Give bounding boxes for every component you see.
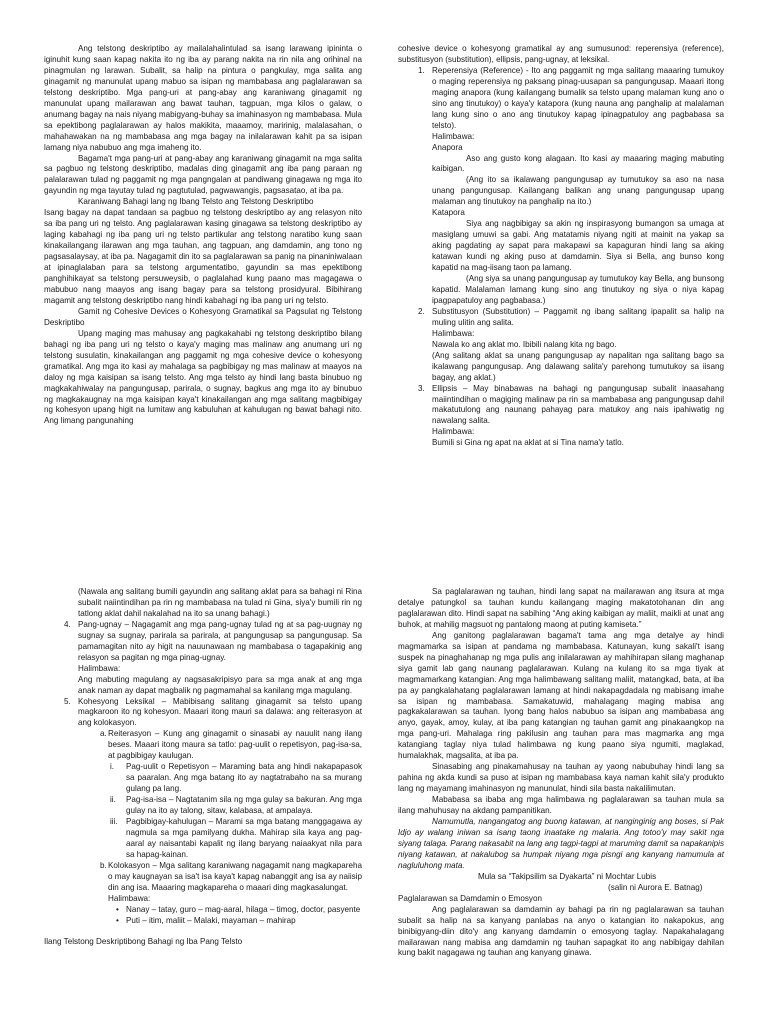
sub-item-b (44, 861, 362, 905)
paragraph: Sinasabing ang pinakamahusay na tauhan ay yaong nabubuhay hindi lang sa pahina ng akda kundi sa puso at isipan ng mambabasa kaya naman kahit sila'y produkto lang ng mayamang imahinasyon ng manunulat, hindi sila basta nakalilimutan. (398, 762, 724, 794)
roman-text: Pag-isa-isa – Nagtatanim sila ng mga gulay sa bakuran. Ang mga gulay na ito ay talong, sitaw, kalabasa, at ampalaya. (126, 795, 362, 816)
example-label: Halimbawa: (108, 893, 151, 903)
list-text: Pang-ugnay – Nagagamit ang mga pang-ugnay tulad ng at sa pag-uugnay ng sugnay sa sugnay, parirala sa parirala, at pangungusap sa pangungusap. Sa pamamagitan nito ay higit na nauunawaan ng mambabasa o tagapakinig ang relasyon sa pagitan ng mga pinag-ugnay. (78, 619, 362, 662)
section-heading: Karaniwang Bahagi lang ng Ibang Telsto ang Telstong Deskriptibo (78, 197, 314, 207)
roman-label: ii. (110, 795, 116, 805)
quote-text: Namumutla, nangangatog ang buong katawan, at nanginginig ang boses, si Pak Idjo ay walang iniwan sa isang taong inaatake ng malaria. Ang totoo'y may sakit nga siyang talaga. Parang nakasabit na lang ang tagpi-tagpi at maruming damit sa napakanipis niyang katawan, at nakalubog sa humpak niyang mga pisngi ang kanyang namumula at nagluluhong mata. (398, 817, 724, 870)
example-note: (Ang siya sa unang pangungusap ay tumutukoy kay Bella, ang bunsong kapatid. Malalaman lamang kung sino ang tinutukoy ng siya o niya kapag ipagpapatuloy ang pagbabasa.) (432, 274, 724, 305)
quote-source: Mula sa “Takipsilim sa Dyakarta” ni Mochtar Lubis (478, 871, 657, 881)
paragraph: Sa paglalarawan ng tauhan, hindi lang sapat na mailarawan ang itsura at mga detalye patungkol sa tauhan kundu kailangang maging makatotohanan din ang paglalarawan dito. Hindi sapat na sabihing “Ang aking kaibigan ay maliit, maikli at unat ang buhok, at mahilig magsuot ng pantalong maong at puting kamiseta.” (398, 587, 724, 629)
list-item-5 (44, 697, 362, 730)
example-label: Halimbawa: (432, 131, 475, 141)
paragraph: Isang bagay na dapat tandaan sa pagbuo ng telstong deskriptibo ay ang relasyon nito sa iba pang uri ng telsto. Ang paglalarawan kasing ginagawa sa telstong deskriptibo ay laging kabahagi ng iba pang uri ng telsto partikular ang telstong naratibo kung saan kinakailangang ilarawan ang mga tauhan, ang tagpuan, ang damdamin, ang tono ng pagsasalaysay, at iba pa. Nagagamit din ito sa paglalarawan sa panig na pinaniniwalaan at ipinaglalaban para sa telstong argumentatibo, gayundin sa mas epektibong panghihikayat sa telstong persuweysib, o paglalahad kung paano mas magagawa o mabubuo nang maayos ang isang bagay para sa telstong prosidyural. Bibihirang magamit ang telstong deskriptibo nang hindi kabahagi ng iba pang uri ng telsto. (44, 208, 362, 305)
bullet-text: Nanay – tatay, guro – mag-aaral, hilaga – timog, doctor, pasyente (126, 904, 361, 914)
list-item-1 (398, 66, 724, 307)
bullet-icon: • (116, 904, 119, 914)
list-number: 5. (64, 696, 71, 706)
paragraph: Ang telstong deskriptibo ay mailalahalintulad sa isang larawang ipininta o iginuhit kung saan kapag nakita ito ng iba ay parang nakita na rin nila ang orihinal na pinagmulan ng larawan. Subalit, sa halip na pintura o pangkulay, mga salita ang ginagamit ng manunulat upang mabuo sa isipan ng mambabasa ang paglalarawan sa telstong deskriptibo. Mga pang-uri at pang-abay ang karaniwang ginagamit ng manunulat upang mailarawan ang bawat tauhan, tagpuan, mga kilos o galaw, o anumang bagay na nais niyang mabigyang-buhay sa imahinasyon ng mambabasa. Mula sa epektibong paglalarawan ay halos makikita, maaamoy, maririnig, malalasahan, o mahahawakan na ng mambabasa ang mga bagay na inilalarawan kahit pa sa isipan lamang niya nabubuo ang mga imaheng ito. (44, 44, 362, 152)
sub-label: a. (100, 729, 107, 739)
list-item-2 (398, 307, 724, 384)
column-top-left (44, 44, 362, 427)
quote (398, 817, 724, 872)
example-note: (Nawala ang salitang bumili gayundin ang salitang aklat para sa bahagi ni Rina subalit naiintindihan pa rin ng mambabasa na tulad ni Gina, siya'y bumili rin ng tatlong aklat dahil nakalahad na ito sa unang bahagi.) (78, 587, 362, 618)
quote-translator: (salin ni Aurora E. Batnag) (608, 882, 703, 892)
section-heading: Ilang Telstong Deskriptibong Bahagi ng Iba Pang Telsto (44, 937, 243, 947)
list-text: Reperensiya (Reference) - Ito ang paggamit ng mga salitang maaaring tumukoy o maging reperensiya ng paksang pinag-uusapan sa pangungusap. Maaari itong maging anapora (kung kailangang bumalik sa telsto upang malaman kung ano o sino ang tinutukoy) o kaya'y katapora (kung nauna ang panghalip at malalaman lang kung sino o ano ang tinutukoy kapag ipinagpatuloy ang pagbabasa sa telsto). (432, 65, 724, 130)
example-text: Nawala ko ang aklat mo. Ibibili nalang kita ng bago. (432, 339, 617, 349)
column-bottom-right (398, 587, 724, 959)
section-heading: Gamit ng Cohesive Devices o Kohesyong Gramatikal sa Pagsulat ng Telstong Deskriptibo (44, 306, 362, 327)
sub-text: Kolokasyon – Mga salitang karaniwang nagagamit nang magkapareha o may kaugnayan sa isa't isa kaya't kapag nabanggit ang isa ay naiisip din ang isa. Maaaring magkapareha o maaari ding magkasalungat. (108, 860, 362, 892)
roman-item-i (44, 762, 362, 795)
roman-label: i. (110, 762, 115, 772)
roman-item-iii (44, 817, 362, 861)
paragraph: Ang paglalarawan sa damdamin ay bahagi pa rin ng paglalarawan sa tauhan subalit sa halip na sa kanyang panlabas na anyo o katangian ito nakapokus, ang binibigyang-diin dito'y ang kanyang damdamin o emosyong taglay. Napakahalagang mailarawan nang mabisa ang damdamin ng tauhan sapagkat ito ang nabibigay dahilan kung bakit nagagawa ng tauhan ang kanyang ginawa. (398, 904, 724, 958)
list-text: Substitusyon (Substitution) – Paggamit ng ibang salitang ipapalit sa halip na muling ulitin ang salita. (432, 306, 724, 327)
paragraph: cohesive device o kohesyong gramatikal ay ang sumusunod: reperensiya (reference), substitusyon (substitution), ellipsis, pang-ugnay, at leksikal. (398, 44, 724, 64)
roman-item-ii (44, 795, 362, 817)
example-label: Halimbawa: (432, 427, 475, 437)
sub-text: Reiterasyon – Kung ang ginagamit o sinasabi ay nauulit nang ilang beses. Maaari itong maura sa tatlo: pag-uulit o repetisyon, pag-isa-sa, at pagbibigay kaulugan. (108, 729, 362, 761)
bullet-item (44, 916, 362, 927)
list-number: 1. (418, 65, 425, 75)
example-label: Halimbawa: (78, 663, 121, 673)
section-heading: Paglalarawan sa Damdamin o Emosyon (398, 893, 542, 903)
column-top-right (398, 44, 724, 449)
example-note: (Ang salitang aklat sa unang pangungusap ay napalitan nga salitang bago sa ikalawang pangungusap. Ang dalawang salita'y parehong tumutukoy sa iisang bagay, ang aklat.) (432, 350, 724, 382)
list-item-3 (398, 384, 724, 450)
example-type: Katapora (432, 208, 465, 218)
paragraph: Bagama't mga pang-uri at pang-abay ang karaniwang ginagamit na mga salita sa pagbuo ng telstong deskriptibo, madalas ding ginagamit ang iba pang paraan ng palalarawan tulad ng paggamit ng mga pangngalan at pandiwang ginagawa ng mga ito gayundin ng mga tayutay tulad ng pagtutulad, pagwawangis, pagsasatao, at iba pa. (44, 153, 362, 196)
list-item-4 (44, 620, 362, 697)
list-text: Ellipsis – May binabawas na bahagi ng pangungusap subalit inaasahang maiintindihan o magiging malinaw pa rin sa mambabasa ang pangungusap dahil makatutulong ang naunang pahayag para matukoy ang nais ipahiwatig ng nawalang salita. (432, 383, 724, 426)
paragraph: Upang maging mas mahusay ang pagkakahabi ng telstong deskriptibo bilang bahagi ng iba pang uri ng telsto o kaya'y maging mas malinaw ang anumang uri ng telstong susulatin, kinakailangan ang paggamit ng mga cohesive device o kohesyong gramatikal. Ang mga ito kasi ay mahalaga sa pagbibigay ng mas malinaw at maayos na daloy ng mga kaisipan sa isang telsto. Ang mga telsto ay hindi lang basta binubuo ng magkakahiwalay na pangungusap, parirala, o sugnay, bagkus ang mga ito ay binubuo ng magkakaugnay na mga kaisipan kaya't kinakailangan ang mga salitang magbibigay ng kohesyon upang higit na lumitaw ang kabuluhan at kahulugan ng bawat bahagi nito. Ang limang pangunahing (44, 328, 362, 426)
bullet-text: Puti – itim, maliit – Malaki, mayaman – mahirap (126, 915, 296, 925)
bullet-item (44, 905, 362, 916)
example-text: Aso ang gusto kong alagaan. Ito kasi ay maaaring maging mabuting kaibigan. (432, 153, 724, 174)
bullet-icon: • (116, 915, 119, 925)
example-type: Anapora (432, 142, 463, 152)
paragraph: Mababasa sa ibaba ang mga halimbawa ng paglalarawan sa tauhan mula sa ilang mahuhusay na akdang pampanitikan. (398, 795, 724, 816)
example-text: Ang mabuting magulang ay nagsasakripisyo para sa mga anak at ang mga anak naman ay dapat magbalik ng pagmamahal sa kanilang mga magulang. (78, 674, 362, 695)
paragraph: Ang ganitong paglalarawan bagama't tama ang mga detalye ay hindi magmamarka sa isipan at pandama ng mambabasa. Katunayan, kung sakali't isang suspek na pinaghahanap ng mga pulis ang inilalarawan ay mahihirapan silang maghanap siya gamit lab gang naunang paglalarawan. Kulang na kulang ito sa mga tiyak at magmamarkang katangian. Ang mga halimbawang salitang maliit, matangkad, bata, at iba pa ay pangkalahatang paglalarawan lamang at hindi nakapagdadala ng mabisang imahe sa isipan ng mambabasa. Samakatuwid, mahalagang maging mabisa ang pagkakalarawan sa tauhan. Iyong bang halos nabubuo sa isipan ang mambabasa ang anyo, gayak, amoy, kulay, at iba pang katangian ng tauhan gamit ang pinakaangkop na mga pang-uri. Mahalaga ring pakilusin ang tauhan para mas magmarka ang mga katangiang taglay niya tulad halimbawa ng kung paano siya ngumiti, maglakad, humalakhak, magsalita, at iba pa. (398, 630, 724, 761)
roman-label: iii. (110, 817, 118, 827)
list-number: 4. (64, 619, 71, 629)
sub-item-a (44, 729, 362, 762)
example-text: Bumili si Gina ng apat na aklat at si Tina nama'y tatlo. (432, 438, 624, 448)
list-number: 2. (418, 306, 425, 316)
roman-text: Pagbibigay-kahulugan – Marami sa mga batang manggagawa ay nagmula sa mga pamilyang dukha. Mahirap sila kaya ang pag-aaral ay naisantabi kapalit ng ilang baryang naiaakyat nila para sa hapag-kainan. (126, 817, 362, 859)
sub-label: b. (100, 860, 107, 870)
list-number: 3. (418, 383, 425, 393)
example-note: (Ang ito sa ikalawang pangungusap ay tumutukoy sa aso na nasa unang pangungusap. Kailangang balikan ang unang pangungusap upang malaman ang tinutukoy na panghalip na ito.) (432, 175, 724, 207)
example-text: Siya ang nagbibigay sa akin ng inspirasyong bumangon sa umaga at masiglang umuwi sa gabi. Ang matatamis niyang ngiti at mainit na yakap sa aking pagdating ay sapat para makapawi sa kapaguran hindi lang sa aking katawan kundi ng aking puso at damdamin. Siya si Bella, ang bunso kong kapatid na mag-iisang taon pa lamang. (432, 219, 724, 273)
roman-text: Pag-uulit o Repetisyon – Maraming bata ang hindi nakapapasok sa paaralan. Ang mga batang ito ay nagtatrabaho na sa murang gulang pa lang. (126, 762, 362, 794)
column-bottom-left (44, 587, 362, 948)
list-text: Kohesyong Leksikal – Mabibisang salitang ginagamit sa telsto upang magkaroon ito ng kohesyon. Maaari itong mauri sa dalawa: ang reiterasyon at ang kolokasyon. (78, 696, 362, 728)
example-label: Halimbawa: (432, 328, 475, 338)
